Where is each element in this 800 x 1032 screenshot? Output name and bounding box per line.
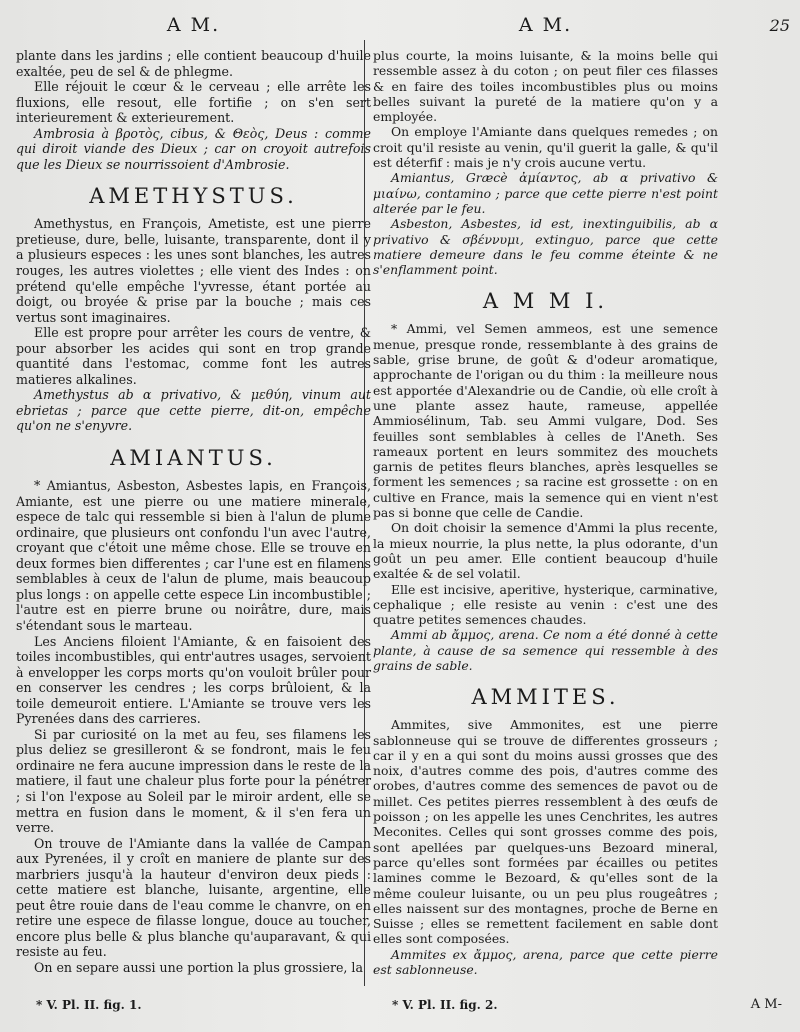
running-head-right: A M.: [518, 14, 573, 36]
paragraph: * Ammi, vel Semen ammeos, est une semence menue, presque ronde, ressemblante à des grains de sable, grise brune, de goût & d'odeur aromatique, approchante de l'origan ou du thim : la meilleure nous est apportée d'Alexandrie ou de Candie, où elle croît à une plante assez haute, rameuse, appellée Ammiosélinum, Tab. seu Ammi vulgare, Dod. Ses feuilles sont semblables à celles de l'Aneth. Ses rameaux portent en leurs sommitez des mouchets garnis de petites fleurs blanches, après lesquelles se forment les semences ; sa racine est grossette : on en cultive en France, mais la semence qui en vient n'est pas si bonne que celle de Candie.: [373, 321, 718, 521]
entry-title-ammi: A M M I.: [482, 289, 609, 314]
footnote-right: * V. Pl. II. fig. 2.: [392, 998, 498, 1012]
etymology-paragraph: Ammi ab ἄμμος, arena. Ce nom a été donné à cette plante, à cause de sa semence qui ressemble à des grains de sable.: [373, 627, 718, 673]
paragraph: plante dans les jardins ; elle contient beaucoup d'huile exaltée, peu de sel & de phlegme.: [16, 48, 371, 79]
paragraph: Elle est incisive, aperitive, hysterique, carminative, cephalique ; elle resiste au venin : c'est une des quatre petites semences chaudes.: [373, 581, 718, 628]
paragraph: Les Anciens filoient l'Amiante, & en faisoient des toiles incombustibles, qui entr'autres usages, servoient à envelopper les corps morts qu'on vouloit brûler pour en conserver les cendres ; les corps brûloient, & la toile demeuroit entiere. L'Amiante se trouve vers les Pyrenées dans des carrieres.: [16, 633, 371, 727]
etymology-paragraph: Asbeston, Asbestes, id est, inextinguibilis, ab α privativo & σβέννυμι, extinguo, parce que cette matiere demeure dans le feu comme éteinte & ne s'enflamment point.: [373, 216, 718, 278]
paragraph: Elle est propre pour arrêter les cours de ventre, & pour absorber les acides qui sont en trop grande quantité dans l'estomac, comme font les autres matieres alkalines.: [16, 325, 371, 387]
paragraph: On doit choisir la semence d'Ammi la plus recente, la mieux nourrie, la plus nette, la plus odorante, d'un goût un peu amer. Elle contient beaucoup d'huile exaltée & de sel volatil.: [373, 520, 718, 582]
left-column: [16, 0, 371, 976]
paragraph: Amethystus, en François, Ametiste, est une pierre pretieuse, dure, belle, luisante, transparente, dont il y a plusieurs especes : les unes sont blanches, les autres rouges, les autres violettes ; elle vient des Indes : on prétend qu'elle empêche l'yvresse, étant portée au doigt, ou broyée & prise par la bouche ; mais ces vertus sont imaginaires.: [16, 216, 371, 325]
paragraph: Elle réjouit le cœur & le cerveau ; elle arrête les fluxions, elle resout, elle fortifie ; on s'en sert interieurement & exterieurement.: [16, 79, 371, 126]
catchword: A M-: [750, 997, 782, 1012]
page-number: 25: [769, 16, 790, 35]
etymology-paragraph: Ambrosia à βροτὸς, cibus, & Θεὸς, Deus : comme qui diroit viande des Dieux ; car on croyoit autrefois que les Dieux se nourrissoient d'Ambrosie.: [16, 125, 371, 172]
etymology-paragraph: Amethystus ab α privativo, & μεθύη, vinum aut ebrietas ; parce que cette pierre, dit-on, empêche qu'on ne s'enyvre.: [16, 387, 371, 434]
entry-title-amethystus: AMETHYSTUS.: [89, 184, 298, 209]
paragraph: On trouve de l'Amiante dans la vallée de Campan aux Pyrenées, il y croît en maniere de plante sur des marbriers jusqu'à la hauteur d'environ deux pieds : cette matiere est blanche, luisante, argentine, elle peut être rouie dans de l'eau comme le chanvre, on en retire une espece de filasse longue, douce au toucher, encore plus belle & plus blanche qu'auparavant, & qui resiste au feu.: [16, 835, 371, 960]
paragraph: On employe l'Amiante dans quelques remedes ; on croit qu'il resiste au venin, qu'il guerit la galle, & qu'il est déterfif : mais je n'y crois aucune vertu.: [373, 124, 718, 171]
right-column: [373, 0, 718, 977]
paragraph: * Amiantus, Asbeston, Asbestes lapis, en François, Amiante, est une pierre ou une matiere minerale, espece de talc qui ressemble si bien à l'alun de plume ordinaire, que plusieurs ont confondu l'un avec l'autre, croyant que c'étoit une même chose. Elle se trouve en deux formes bien differentes ; car l'une est en filamens semblables à ceux de l'alun de plume, mais beaucoup plus longs : on appelle cette espece Lin incombustible ; l'autre est en pierre brune ou noirâtre, dure, mais s'étendant sous le marteau.: [16, 478, 371, 633]
paragraph: Ammites, sive Ammonites, est une pierre sablonneuse qui se trouve de differentes grosseurs ; car il y en a qui sont du moins aussi grosses que des noix, d'autres comme des pois, d'autres comme des orobes, d'autres comme des semences de pavot ou de millet. Ces petites pierres ressemblent à des œufs de poisson ; on les appelle les unes Cenchrites, les autres Meconites. Celles qui sont grosses comme des pois, sont apellées par quelques-uns Bezoard mineral, parce qu'elles sont formées par écailles ou petites lamines comme le Bezoard, & qu'elles sont de la même couleur luisante, ou un peu plus rougeâtres ; elles naissent sur des montagnes, proche de Berne en Suisse ; elles se remettent facilement en sable dont elles sont composées.: [373, 717, 718, 947]
paragraph: On en separe aussi une portion la plus grossiere, la: [34, 959, 363, 975]
etymology-paragraph: Ammites ex ἄμμος, arena, parce que cette pierre est sablonneuse.: [373, 946, 718, 978]
etymology-paragraph: Amiantus, Græcè ἀμίαντος, ab α privativo & μιαίνω, contamino ; parce que cette pierre n'est point alterée par le feu.: [373, 170, 718, 216]
paragraph: plus courte, la moins luisante, & la moins belle qui ressemble assez à du coton ; on peut filer ces filasses & en faire des toiles incombustibles plus ou moins belles suivant la pureté de la matiere qu'on y a employée.: [373, 48, 718, 125]
paragraph: Si par curiosité on la met au feu, ses filamens les plus deliez se gresilleront & se fondront, mais le feu ordinaire ne fera aucune impression dans le reste de la matiere, il faut une chaleur plus forte pour la pénétrer ; si l'on l'expose au Soleil par le miroir ardent, elle se mettra en fusion dans le moment, & il s'en fera un verre.: [16, 726, 371, 836]
running-head-left: A M.: [166, 14, 221, 36]
entry-title-amiantus: AMIANTUS.: [110, 446, 277, 471]
footnote-left: * V. Pl. II. fig. 1.: [36, 998, 142, 1012]
entry-title-ammites: AMMITES.: [471, 685, 620, 710]
